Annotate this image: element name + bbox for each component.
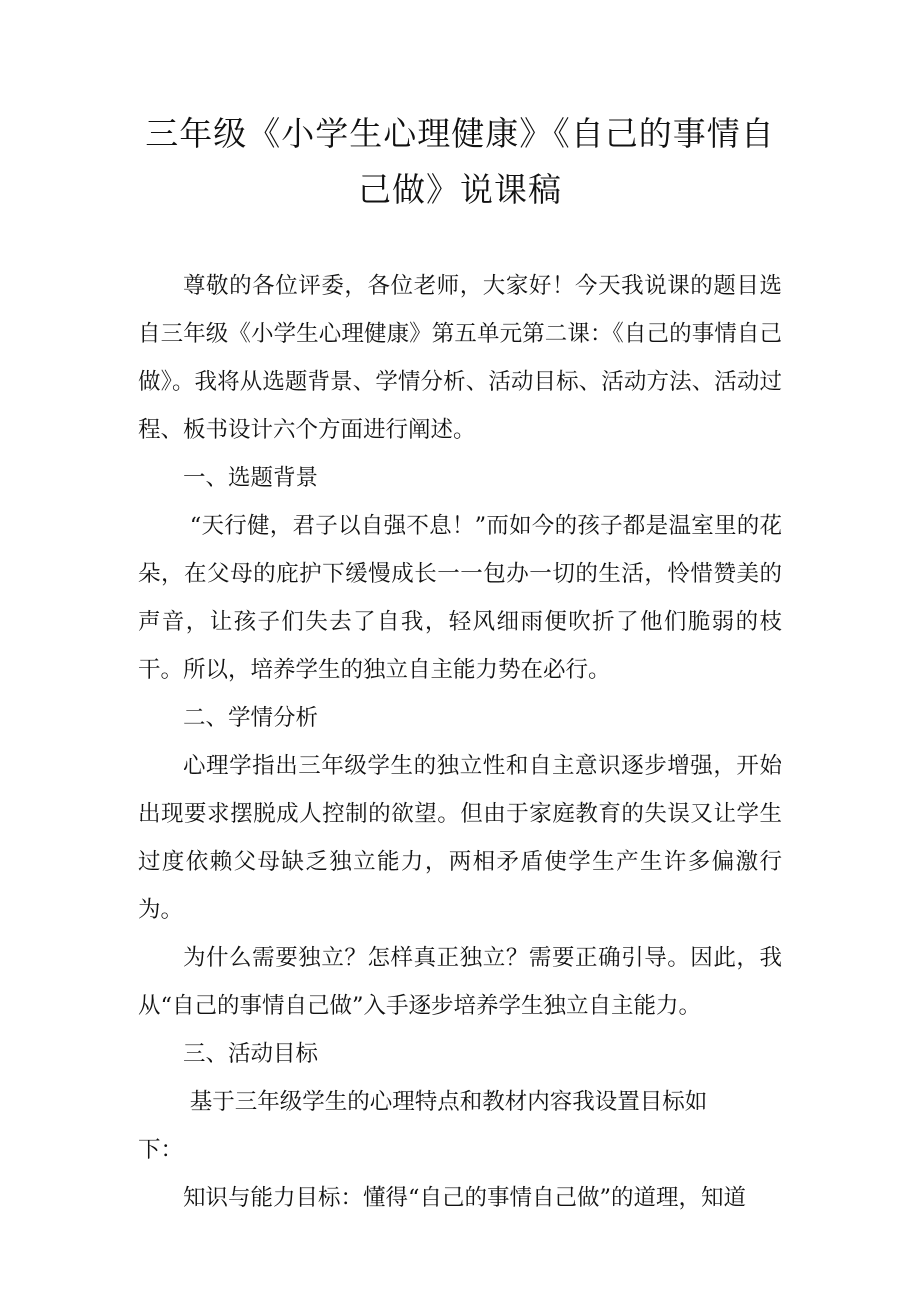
document-body — [138, 262, 782, 1222]
title-line-1: 三年级《小学生心理健康》《自己的事情自 — [145, 114, 775, 153]
goals-intro-continuation: 下： — [138, 1137, 184, 1163]
knowledge-goal-paragraph: 知识与能力目标：懂得“自己的事情自己做”的道理，知道 — [183, 1185, 747, 1211]
section-heading-background: 一、选题背景 — [183, 465, 319, 491]
section-heading-analysis: 二、学情分析 — [183, 705, 319, 731]
analysis-paragraph-1: 心理学指出三年级学生的独立性和自主意识逐步增强，开始出现要求摆脱成人控制的欲望。但由于家庭教育的失误又让学生过度依赖父母缺乏独立能力，两相矛盾使学生产生许多偏激行为。 — [138, 753, 782, 923]
section-heading-goals: 三、活动目标 — [183, 1041, 319, 1067]
goals-intro-line: 基于三年级学生的心理特点和教材内容我设置目标如 — [189, 1089, 708, 1115]
background-paragraph: “天行健，君子以自强不息！”而如今的孩子都是温室里的花朵，在父母的庇护下缓慢成长一一包办一切的生活，怜惜赞美的声音，让孩子们失去了自我，轻风细雨便吹折了他们脆弱的枝干。所以，培养学生的独立自主能力势在必行。 — [138, 513, 782, 683]
title-line-2: 己做》说课稿 — [358, 170, 562, 209]
document-title — [138, 106, 782, 218]
intro-paragraph: 尊敬的各位评委，各位老师，大家好！今天我说课的题目选自三年级《小学生心理健康》第五单元第二课：《自己的事情自己做》。我将从选题背景、学情分析、活动目标、活动方法、活动过程、板书设计六个方面进行阐述。 — [138, 273, 782, 443]
analysis-paragraph-2: 为什么需要独立？怎样真正独立？需要正确引导。因此，我从“自己的事情自己做”入手逐步培养学生独立自主能力。 — [138, 945, 782, 1019]
